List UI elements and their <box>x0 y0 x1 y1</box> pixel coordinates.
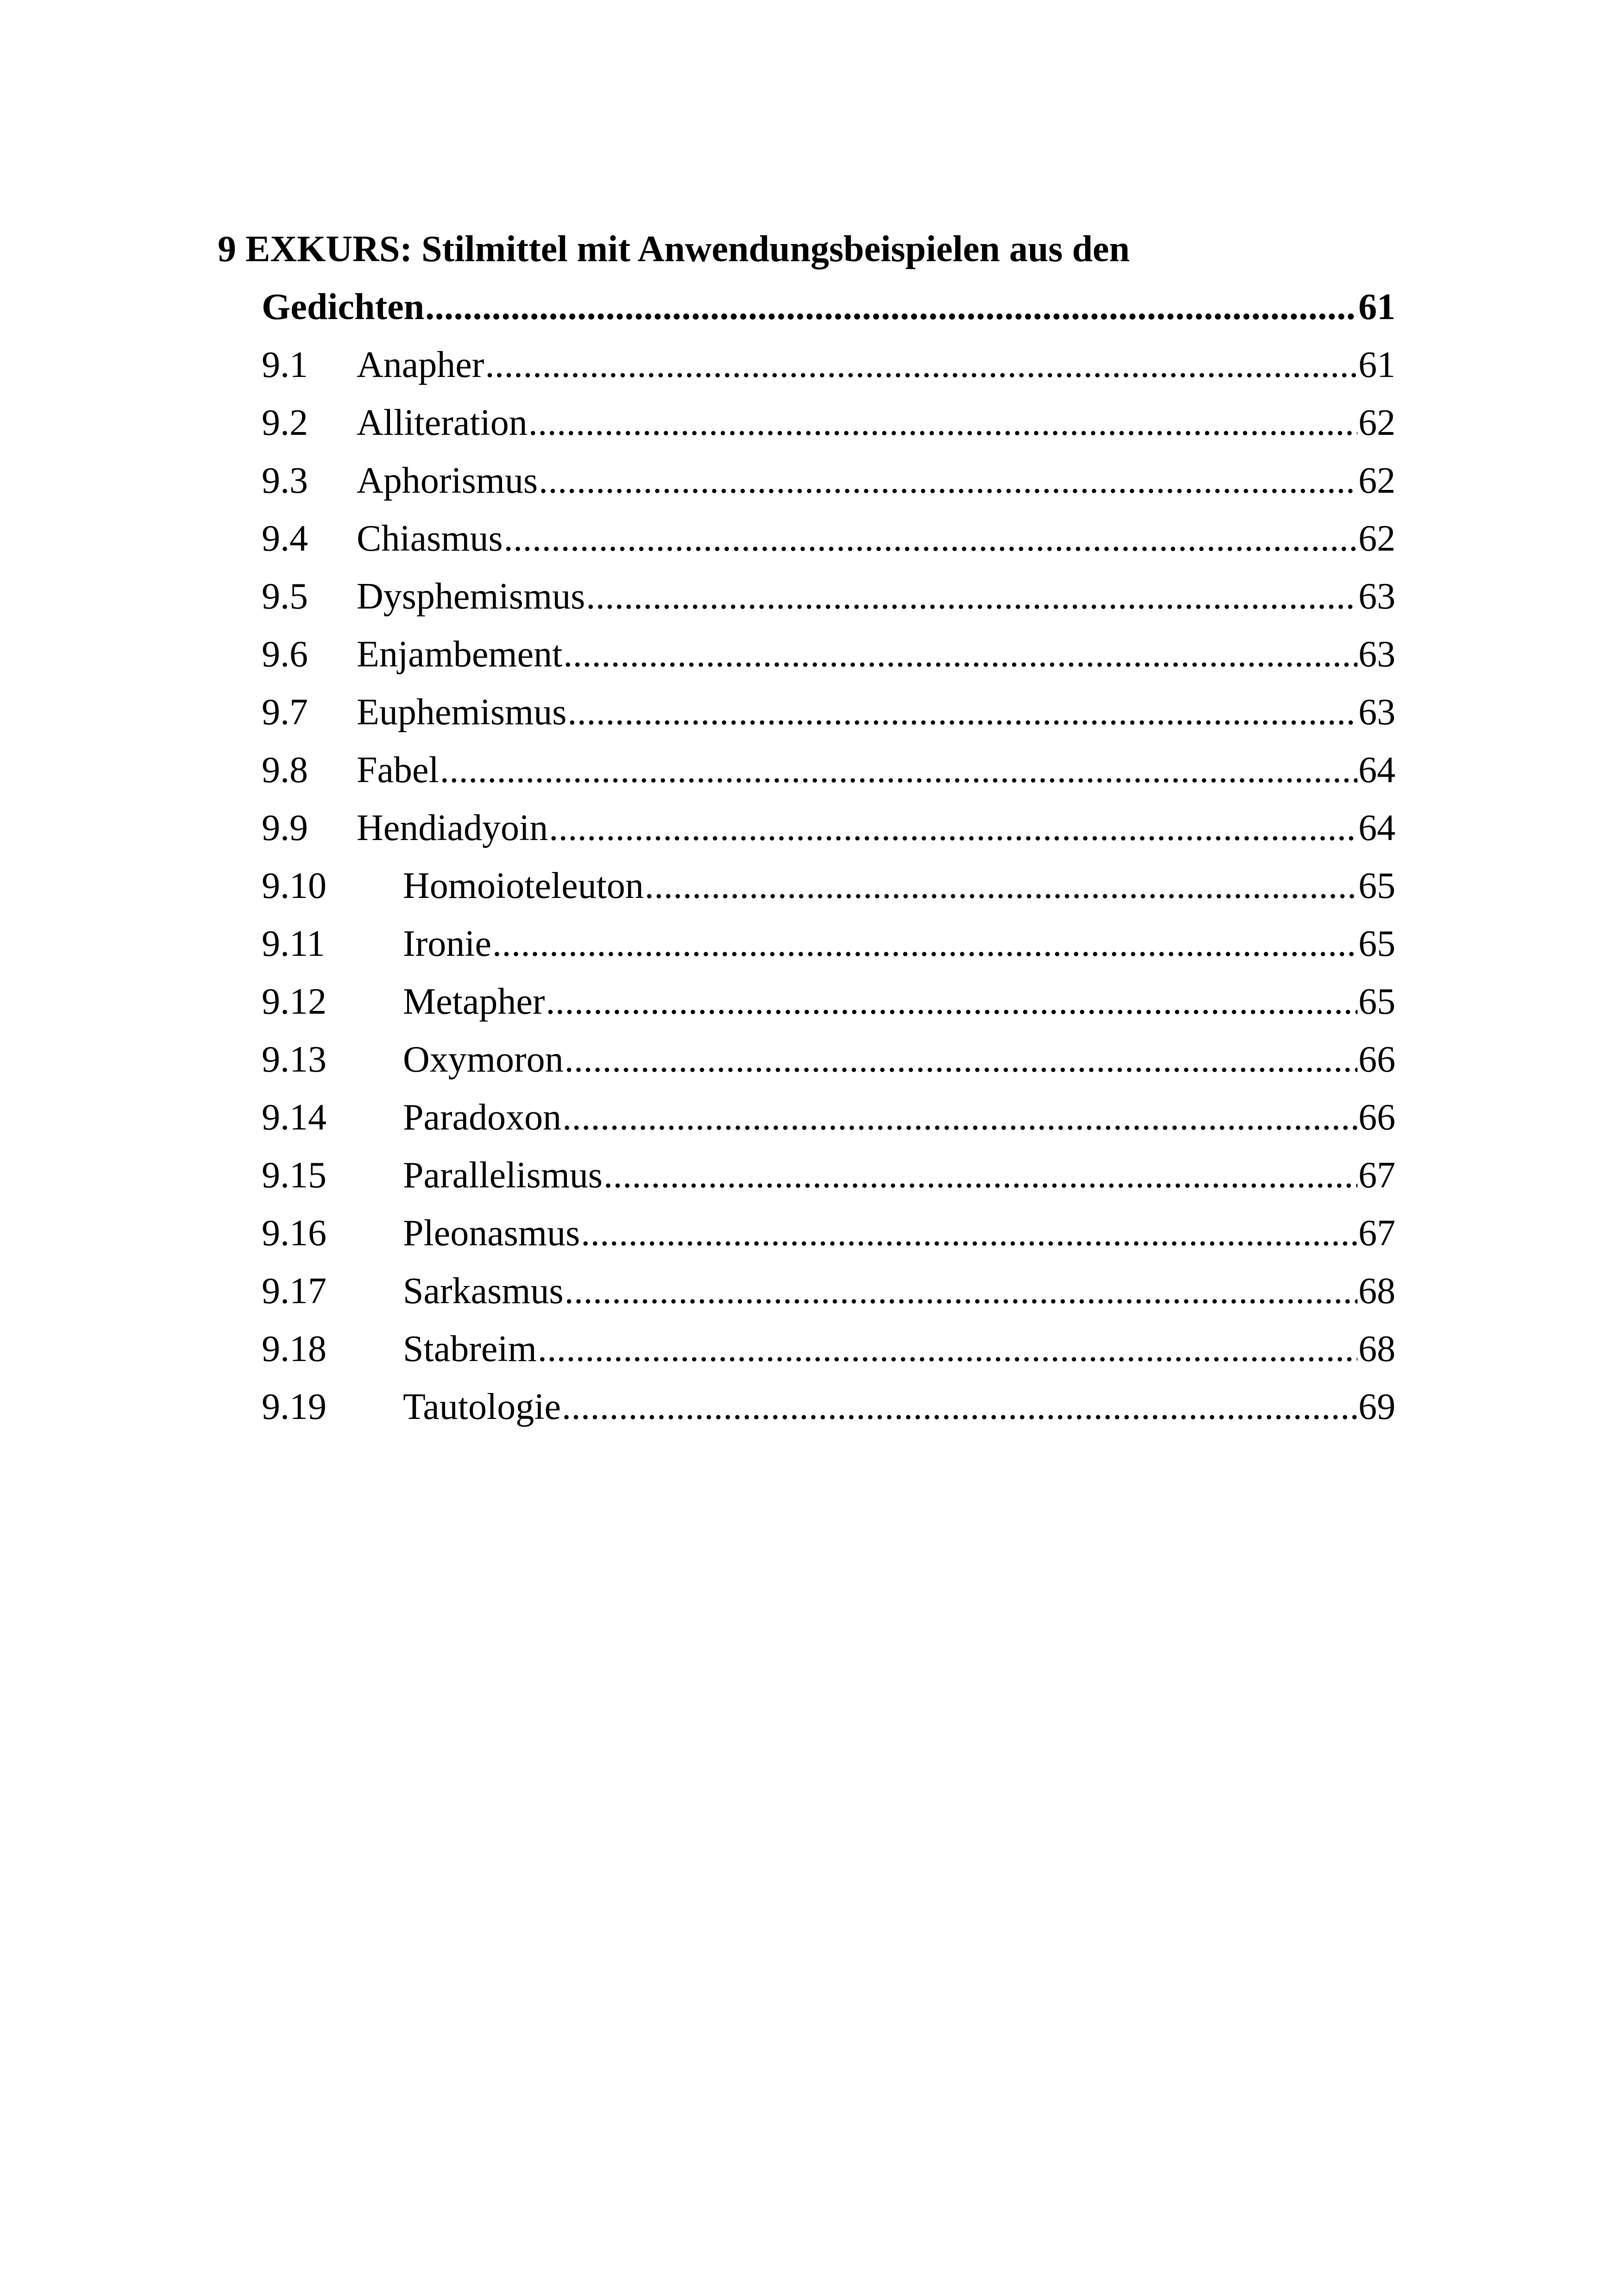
toc-entry[interactable] <box>262 515 1395 562</box>
entry-title: Alliteration <box>357 402 528 443</box>
entry-title: Pleonasmus <box>403 1213 580 1254</box>
toc-entry[interactable] <box>262 1268 1395 1314</box>
dot-leader <box>581 1210 1357 1256</box>
toc-entry[interactable] <box>262 805 1395 851</box>
toc-entry[interactable] <box>262 747 1395 793</box>
entry-title: Dysphemismus <box>357 576 585 617</box>
toc-entry[interactable] <box>262 458 1395 504</box>
page-number: 64 <box>1358 750 1395 790</box>
entry-title: Tautologie <box>403 1386 561 1427</box>
page-number: 65 <box>1358 866 1395 906</box>
entry-number: 9.19 <box>262 1386 327 1427</box>
entry-number: 9.4 <box>262 518 308 559</box>
entry-number: 9.17 <box>262 1271 327 1311</box>
page-number: 68 <box>1358 1271 1395 1311</box>
page-number: 61 <box>1358 287 1395 327</box>
entry-title: Stabreim <box>403 1329 537 1369</box>
entry-number: 9.8 <box>262 750 308 790</box>
entry-number: 9.14 <box>262 1097 327 1138</box>
entry-number: 9.10 <box>262 866 327 906</box>
dot-leader <box>563 631 1357 678</box>
entry-title: Ironie <box>403 923 492 964</box>
entry-number: 9.11 <box>262 923 326 964</box>
page-number: 62 <box>1358 518 1395 559</box>
entry-number: 9.1 <box>262 345 308 385</box>
chapter-heading-entry[interactable] <box>262 284 1395 330</box>
page-number: 68 <box>1358 1329 1395 1369</box>
toc-entry[interactable] <box>262 979 1395 1025</box>
toc-entry[interactable] <box>262 573 1395 620</box>
dot-leader <box>425 284 1357 330</box>
entry-number: 9.2 <box>262 402 308 443</box>
entry-number: 9.16 <box>262 1213 327 1254</box>
dot-leader <box>440 747 1357 793</box>
entry-number: 9.18 <box>262 1329 327 1369</box>
page-number: 61 <box>1358 345 1395 385</box>
dot-leader <box>485 342 1357 388</box>
toc-entry[interactable] <box>262 689 1395 735</box>
chapter-heading-continuation: Gedichten <box>262 287 425 327</box>
entry-title: Parallelismus <box>403 1155 603 1196</box>
toc-entry[interactable] <box>262 631 1395 678</box>
toc-entry[interactable] <box>262 400 1395 446</box>
entry-number: 9.7 <box>262 692 308 733</box>
entry-number: 9.15 <box>262 1155 327 1196</box>
entry-title: Paradoxon <box>403 1097 562 1138</box>
toc-entry[interactable] <box>262 1326 1395 1372</box>
entry-number: 9.6 <box>262 634 308 675</box>
toc-entry[interactable] <box>262 1094 1395 1141</box>
page-number: 69 <box>1358 1386 1395 1427</box>
dot-leader <box>567 689 1357 735</box>
toc-entry[interactable] <box>262 921 1395 967</box>
dot-leader <box>538 1326 1357 1372</box>
dot-leader <box>562 1094 1357 1141</box>
page-number: 65 <box>1358 923 1395 964</box>
dot-leader <box>504 515 1357 562</box>
dot-leader <box>492 921 1357 967</box>
entry-number: 9.12 <box>262 981 327 1022</box>
entry-title: Aphorismus <box>357 460 538 501</box>
entry-title: Sarkasmus <box>403 1271 564 1311</box>
entry-number: 9.9 <box>262 808 308 848</box>
page-number: 63 <box>1358 692 1395 733</box>
dot-leader <box>528 400 1357 446</box>
page-number: 63 <box>1358 576 1395 617</box>
toc-entry[interactable] <box>262 863 1395 909</box>
entry-title: Euphemismus <box>357 692 567 733</box>
page-number: 67 <box>1358 1213 1395 1254</box>
dot-leader <box>539 458 1357 504</box>
page-number: 62 <box>1358 460 1395 501</box>
page-number: 62 <box>1358 402 1395 443</box>
chapter-heading: 9 EXKURS: Stilmittel mit Anwendungsbeispielen aus den <box>218 229 1130 270</box>
entry-title: Homoioteleuton <box>403 866 644 906</box>
entry-title: Oxymoron <box>403 1039 564 1080</box>
entry-title: Fabel <box>357 750 439 790</box>
dot-leader <box>565 1036 1357 1083</box>
page-number: 66 <box>1358 1097 1395 1138</box>
page-number: 65 <box>1358 981 1395 1022</box>
entry-title: Enjambement <box>357 634 563 675</box>
toc-entry[interactable] <box>262 1384 1395 1430</box>
dot-leader <box>562 1384 1357 1430</box>
dot-leader <box>546 979 1357 1025</box>
entry-number: 9.13 <box>262 1039 327 1080</box>
page-number: 66 <box>1358 1039 1395 1080</box>
entry-title: Metapher <box>403 981 545 1022</box>
entry-title: Chiasmus <box>357 518 503 559</box>
entry-title: Anapher <box>357 345 484 385</box>
page-number: 64 <box>1358 808 1395 848</box>
dot-leader <box>645 863 1357 909</box>
entry-number: 9.5 <box>262 576 308 617</box>
dot-leader <box>565 1268 1357 1314</box>
toc-entry[interactable] <box>262 342 1395 388</box>
page-number: 67 <box>1358 1155 1395 1196</box>
dot-leader <box>586 573 1357 620</box>
toc-entry[interactable] <box>262 1152 1395 1198</box>
toc-entry[interactable] <box>262 1036 1395 1083</box>
entry-title: Hendiadyoin <box>357 808 548 848</box>
entry-number: 9.3 <box>262 460 308 501</box>
toc-entry[interactable] <box>262 1210 1395 1256</box>
dot-leader <box>549 805 1357 851</box>
dot-leader <box>603 1152 1357 1198</box>
page-number: 63 <box>1358 634 1395 675</box>
